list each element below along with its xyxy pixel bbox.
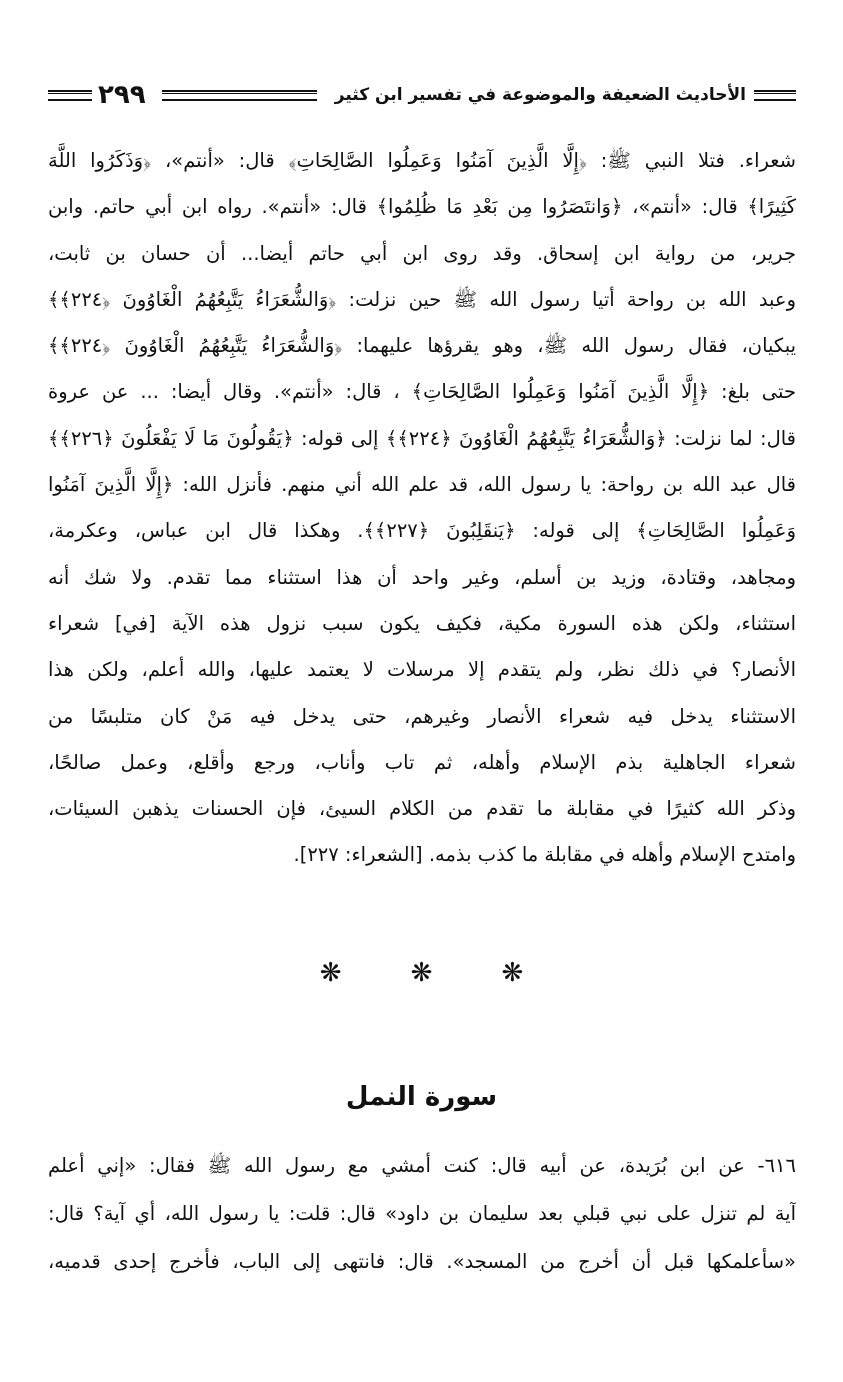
text-line: وذكر الله كثيرًا في مقابلة ما تقدم من الكلام السيئ، فإن الحسنات يذهبن السيئات،: [48, 797, 796, 821]
text-line-last: وامتدح الإسلام وأهله في مقابلة ما كذب بذمه. [الشعراء: ٢٢٧].: [293, 843, 796, 867]
commentary-text: [48, 138, 796, 879]
text-line: وَعَمِلُوا الصَّالِحَاتِ﴾ إلى قوله: ﴿يَنقَلِبُونَ ﴿٢٢٧﴾﴾. وهكذا قال ابن عباس، وعكرمة،: [48, 519, 796, 543]
asterism-star-icon: ❋: [410, 958, 433, 988]
asterism-star-icon: ❋: [501, 958, 524, 988]
text-line: جرير، من رواية ابن إسحاق. وقد روى ابن أبي حاتم أيضا... أن حسان بن ثابت،: [48, 241, 796, 265]
text-line: الأنصار؟ في ذلك نظر، ولم يتقدم إلا مرسلات لا يعتمد عليها، والله أعلم، ولكن هذا: [48, 658, 796, 682]
text-line: ومجاهد، وقتادة، وزيد بن أسلم، وغير واحد أن هذا استثناء مما تقدم. ولا شك أنه: [48, 565, 796, 589]
section-separator: [0, 958, 843, 988]
text-line: يبكيان، فقال رسول الله ﷺ، وهو يقرؤها عليهما: ﴿وَالشُّعَرَاءُ يَتَّبِعُهُمُ الْغَاوُونَ ﴿٢٢٤﴾﴾: [48, 334, 796, 358]
text-line: الاستثناء يدخل فيه شعراء الأنصار وغيرهم، حتى يدخل فيه مَنْ كان متلبسًا من: [48, 704, 796, 728]
header-rule-left: [48, 90, 92, 101]
text-line: شعراء. فتلا النبي ﷺ: ﴿إِلَّا الَّذِينَ آمَنُوا وَعَمِلُوا الصَّالِحَاتِ﴾ قال: «أنتم»، ﴿وَذَكَرُوا اللَّهَ: [48, 149, 796, 172]
asterism-star-icon: ❋: [319, 958, 342, 988]
hadith-line: آية لم تنزل على نبي قبلي بعد سليمان بن داود» قال: قلت: يا رسول الله، أي آية؟ قال:: [48, 1202, 796, 1225]
hadith-text: [48, 1142, 796, 1286]
text-line: حتى بلغ: ﴿إِلَّا الَّذِينَ آمَنُوا وَعَمِلُوا الصَّالِحَاتِ﴾ ، قال: «أنتم». وقال أيضا: ... عن عروة: [48, 380, 796, 404]
surah-title: سورة النمل: [345, 1082, 498, 1112]
text-line: وعبد الله بن رواحة أتيا رسول الله ﷺ حين نزلت: ﴿وَالشُّعَرَاءُ يَتَّبِعُهُمُ الْغَاوُونَ ﴿٢٢٤﴾﴾: [48, 287, 796, 311]
running-header: [48, 80, 796, 110]
header-title: الأحاديث الضعيفة والموضوعة في تفسير ابن كثير: [334, 85, 746, 105]
page-number: ٢٩٩: [98, 80, 146, 110]
hadith-line: ٦١٦- عن ابن بُرَيدة، عن أبيه قال: كنت أمشي مع رسول الله ﷺ فقال: «إني أعلم: [48, 1154, 796, 1177]
text-line: قال عبد الله بن رواحة: يا رسول الله، قد علم الله أني منهم. فأنزل الله: ﴿إِلَّا الَّذِينَ آمَنُوا: [48, 473, 796, 497]
text-line: كَثِيرًا﴾ قال: «أنتم»، ﴿وَانتَصَرُوا مِن بَعْدِ مَا ظُلِمُوا﴾ قال: «أنتم». رواه ابن أبي حاتم. وابن: [48, 195, 796, 219]
text-line: استثناء، ولكن هذه السورة مكية، فكيف يكون سبب نزول هذه الآية [في] شعراء: [48, 611, 796, 635]
hadith-line: «سأعلمكها قبل أن أخرج من المسجد». قال: فانتهى إلى الباب، فأخرج إحدى قدميه،: [48, 1250, 796, 1273]
header-rule-right: [754, 90, 796, 101]
text-line: شعراء الجاهلية بذم الإسلام وأهله، ثم تاب وأناب، ورجع وأقلع، وعمل صالحًا،: [48, 750, 796, 774]
text-line: قال: لما نزلت: ﴿وَالشُّعَرَاءُ يَتَّبِعُهُمُ الْغَاوُونَ ﴿٢٢٤﴾﴾ إلى قوله: ﴿يَقُولُونَ مَا لَا يَفْعَلُونَ ﴿٢٢٦﴾﴾: [48, 426, 796, 450]
header-rule-middle: [162, 90, 317, 101]
